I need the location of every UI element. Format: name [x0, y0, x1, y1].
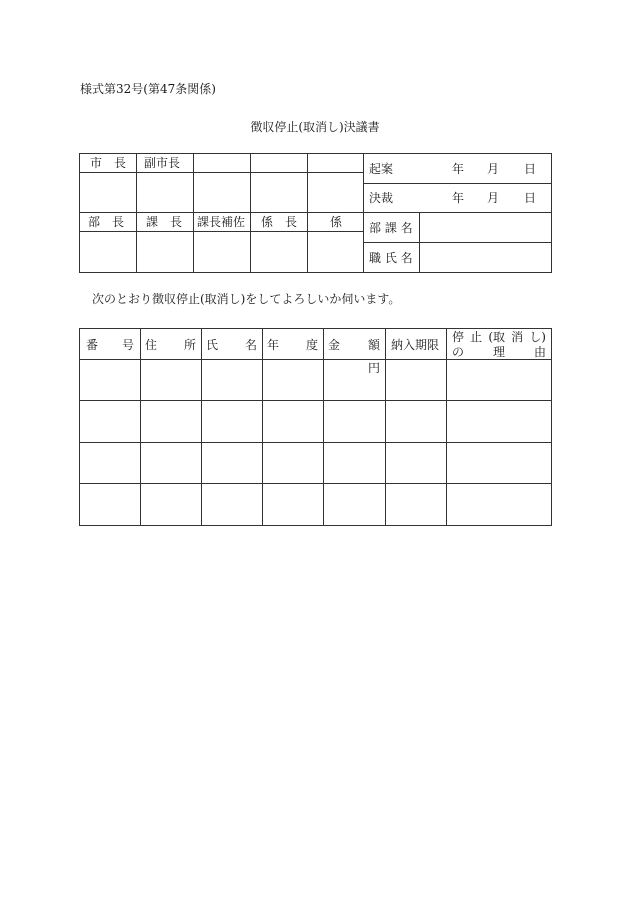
header-payment-deadline: 納入期限: [391, 338, 440, 352]
table-row: [80, 360, 551, 400]
header-amount: 金 額: [328, 338, 380, 352]
approval-label-department-head: 部 長: [88, 215, 125, 229]
approval-label-staff: 係: [330, 215, 343, 229]
header-address: 住 所: [145, 338, 196, 352]
form-label: 様式第32号(第47条関係): [80, 82, 216, 96]
header-number: 番 号: [86, 338, 134, 352]
header-reason-line2: の 理 由: [452, 345, 546, 359]
approval-label-section-head: 課 長: [146, 215, 183, 229]
position-name-label: 職 氏 名: [369, 251, 413, 265]
approval-label-mayor: 市 長: [90, 156, 127, 170]
kian-label: 起案: [369, 162, 394, 176]
header-reason-line1: 停 止 (取 消 し): [452, 330, 546, 344]
amount-unit-yen: 円: [368, 361, 381, 375]
kian-year: 年: [452, 162, 465, 176]
request-sentence: 次のとおり徴収停止(取消し)をしてよろしいか伺います。: [92, 292, 401, 306]
approval-label-subsection-head: 係 長: [261, 215, 298, 229]
header-name: 氏 名: [206, 338, 257, 352]
kessai-year: 年: [452, 191, 465, 205]
header-fiscal-year: 年 度: [267, 338, 318, 352]
kessai-day: 日: [524, 191, 537, 205]
approval-label-deputy-mayor: 副市長: [144, 156, 181, 170]
kian-month: 月: [487, 162, 500, 176]
department-section-label: 部 課 名: [369, 221, 413, 235]
kessai-label: 決裁: [369, 191, 394, 205]
kian-day: 日: [524, 162, 537, 176]
document-title: 徴収停止(取消し)決議書: [250, 120, 380, 134]
table-row: [80, 484, 551, 525]
approval-label-assistant-section-head: 課長補佐: [197, 215, 246, 229]
kessai-month: 月: [487, 191, 500, 205]
table-row: [80, 443, 551, 483]
table-row: [80, 401, 551, 442]
